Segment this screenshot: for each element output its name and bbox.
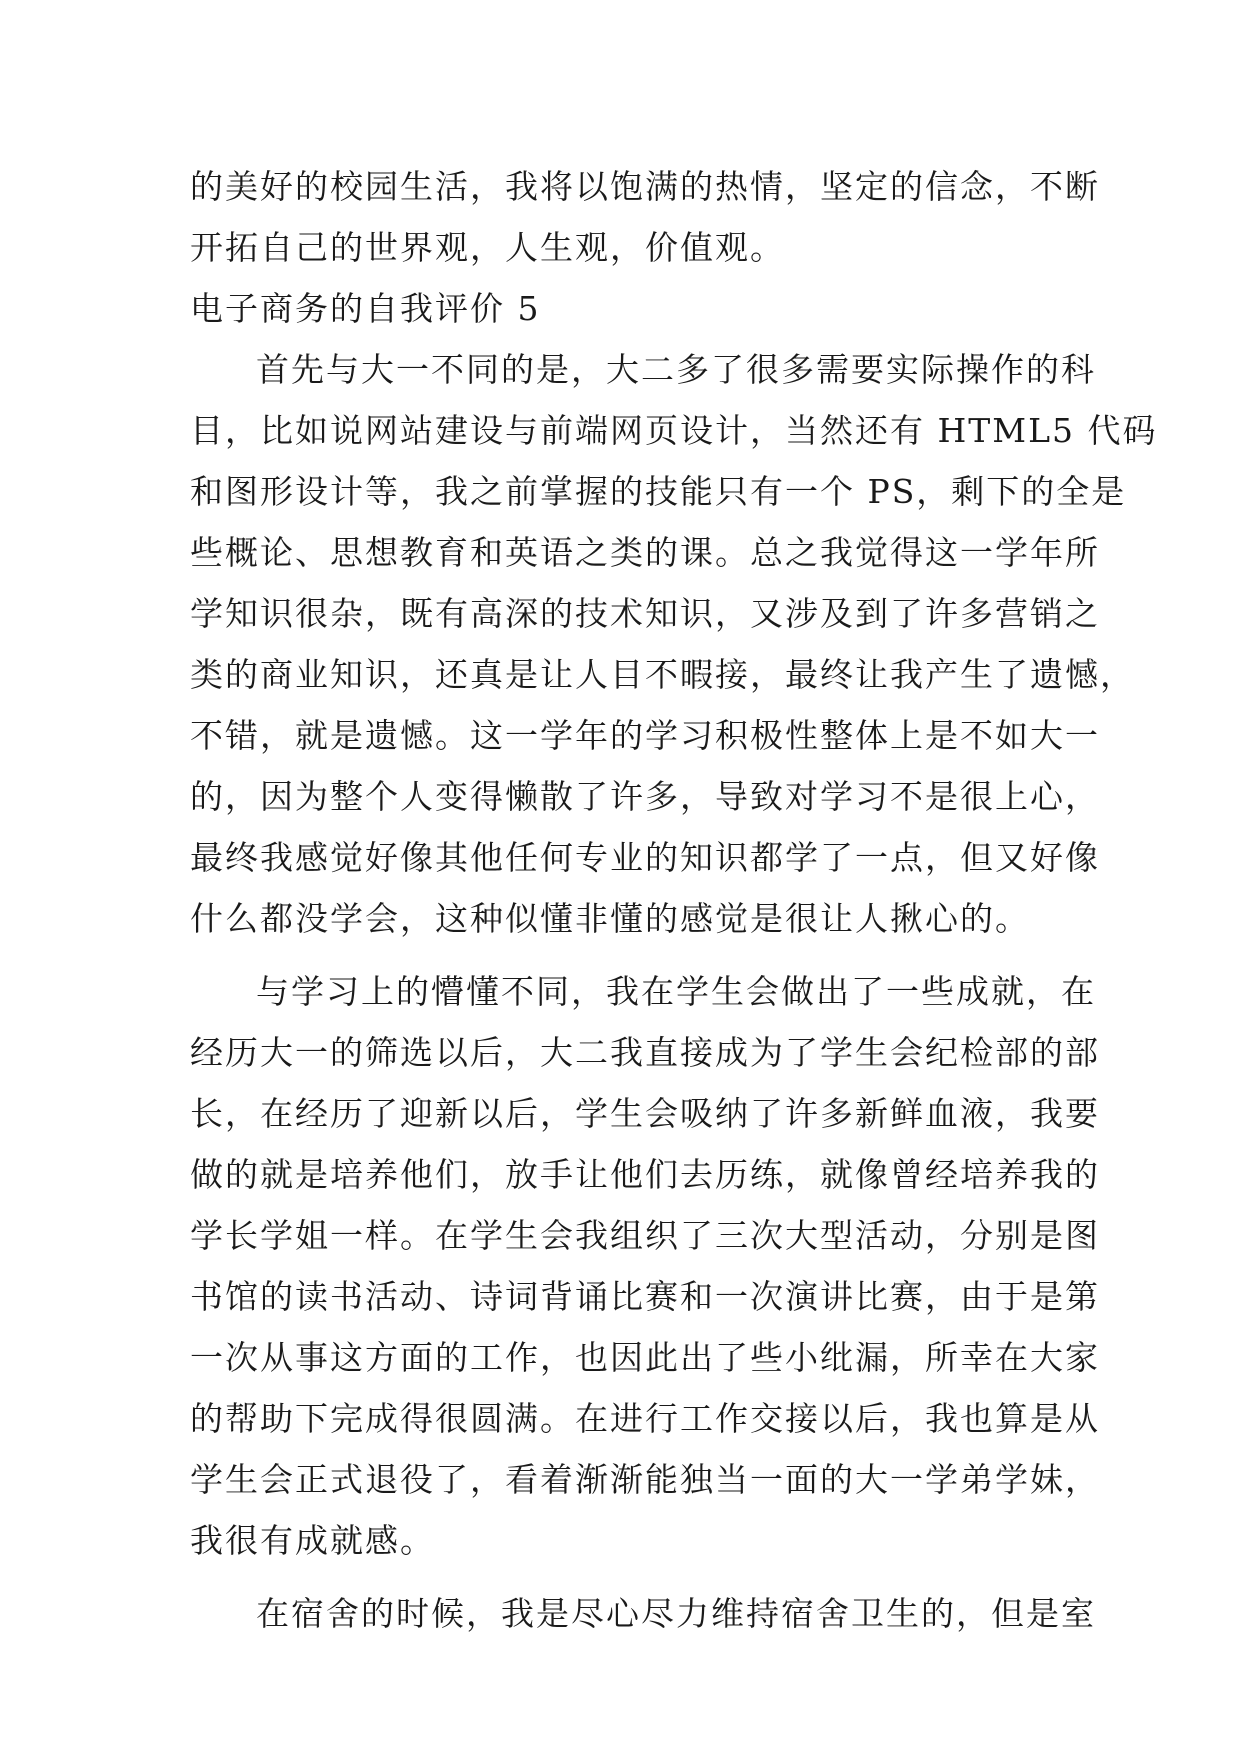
paragraph-line: 的帮助下完成得很圆满。在进行工作交接以后，我也算是从 <box>190 1399 1100 1438</box>
paragraph-line: 最终我感觉好像其他任何专业的知识都学了一点，但又好像 <box>190 838 1100 877</box>
paragraph-line: 目，比如说网站建设与前端网页设计，当然还有 HTML5 代码 <box>190 411 1158 450</box>
paragraph-line: 不错，就是遗憾。这一学年的学习积极性整体上是不如大一 <box>190 716 1100 755</box>
intro-line: 开拓自己的世界观，人生观，价值观。 <box>190 228 785 267</box>
paragraph-line: 类的商业知识，还真是让人目不暇接，最终让我产生了遗憾， <box>190 655 1135 694</box>
paragraph-line: 经历大一的筛选以后，大二我直接成为了学生会纪检部的部 <box>190 1033 1100 1072</box>
paragraph-line: 学生会正式退役了，看着渐渐能独当一面的大一学弟学妹， <box>190 1460 1100 1499</box>
paragraph-line: 什么都没学会，这种似懂非懂的感觉是很让人揪心的。 <box>190 899 1030 938</box>
document-body <box>190 156 1158 1644</box>
paragraph-line: 学知识很杂，既有高深的技术知识，又涉及到了许多营销之 <box>190 594 1100 633</box>
paragraph-line: 一次从事这方面的工作，也因此出了些小纰漏，所幸在大家 <box>190 1338 1100 1377</box>
paragraph-line: 书馆的读书活动、诗词背诵比赛和一次演讲比赛，由于是第 <box>190 1277 1100 1316</box>
paragraph-line: 做的就是培养他们，放手让他们去历练，就像曾经培养我的 <box>190 1155 1100 1194</box>
paragraph-line: 些概论、思想教育和英语之类的课。总之我觉得这一学年所 <box>190 533 1100 572</box>
paragraph-line: 与学习上的懵懂不同，我在学生会做出了一些成就，在 <box>256 972 1096 1011</box>
paragraph-line: 我很有成就感。 <box>190 1521 435 1560</box>
paragraph-line: 长，在经历了迎新以后，学生会吸纳了许多新鲜血液，我要 <box>190 1094 1100 1133</box>
paragraph-line: 首先与大一不同的是，大二多了很多需要实际操作的科 <box>256 350 1096 389</box>
paragraph-line: 学长学姐一样。在学生会我组织了三次大型活动，分别是图 <box>190 1216 1100 1255</box>
paragraph-line: 和图形设计等，我之前掌握的技能只有一个 PS，剩下的全是 <box>190 472 1127 511</box>
paragraph-line: 在宿舍的时候，我是尽心尽力维持宿舍卫生的，但是室 <box>256 1594 1096 1633</box>
section-heading: 电子商务的自我评价 5 <box>190 289 541 328</box>
paragraph-line: 的，因为整个人变得懒散了许多，导致对学习不是很上心， <box>190 777 1100 816</box>
intro-line: 的美好的校园生活，我将以饱满的热情，坚定的信念，不断 <box>190 167 1100 206</box>
